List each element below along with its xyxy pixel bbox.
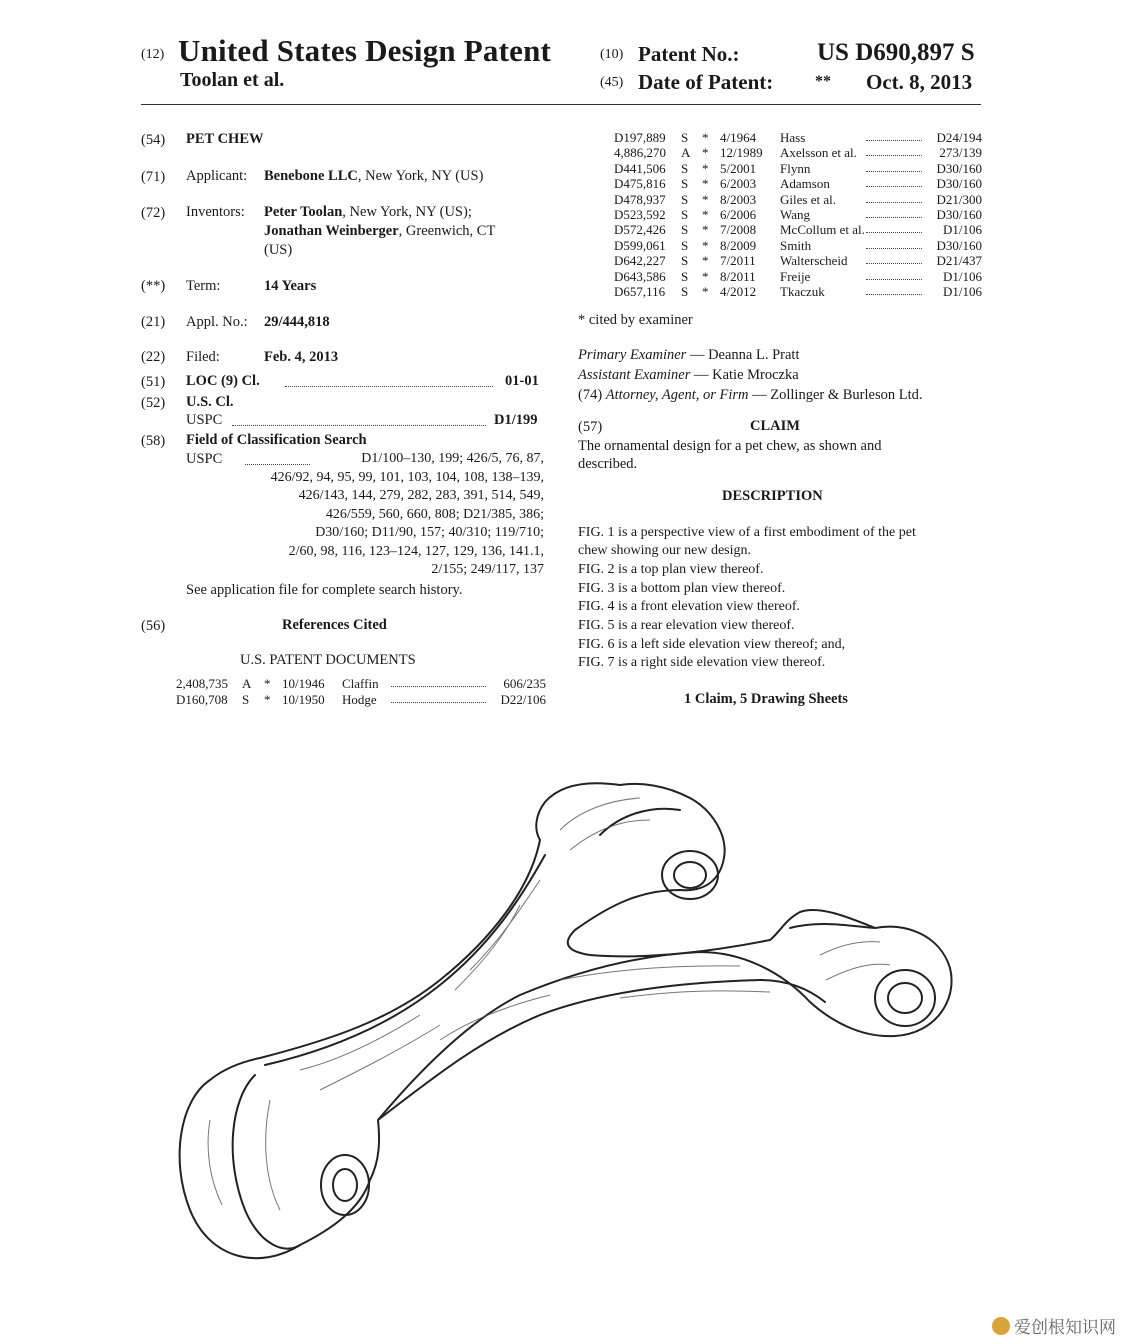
attorney-label: Attorney, Agent, or Firm (605, 387, 749, 403)
ref-class: D22/106 (500, 692, 546, 707)
ref-kind: S (681, 222, 689, 238)
ref-number: D475,816 (614, 176, 666, 192)
code-51: (51) (141, 374, 166, 390)
filed-label: Filed: (186, 349, 220, 365)
us-cl-label: U.S. Cl. (186, 394, 234, 410)
ref-number: D441,506 (614, 160, 666, 176)
ref-name: Freije (780, 268, 811, 284)
watermark-text: 爱创根知识网 (1014, 1318, 1116, 1338)
claim-heading: CLAIM (750, 418, 800, 434)
ref-star: * (702, 145, 709, 161)
ref-date: 8/2003 (720, 191, 757, 207)
ref-class: D1/106 (943, 284, 982, 299)
ref-star: * (702, 207, 709, 222)
code-58: (58) (141, 433, 166, 449)
ref-number: D478,937 (614, 191, 666, 207)
code-term: (**) (141, 278, 166, 294)
loc-value: 01-01 (505, 373, 539, 389)
code-21: (21) (141, 314, 166, 330)
uspc-label: USPC (186, 412, 223, 428)
code-52: (52) (141, 395, 166, 411)
pet-chew-drawing (0, 740, 1138, 1320)
ref-name: Walterscheid (780, 253, 848, 269)
term-label: Term: (186, 278, 221, 294)
field-line: 426/92, 94, 95, 99, 101, 103, 104, 108, 138–139, (270, 470, 544, 485)
ref-class: D30/160 (936, 160, 982, 176)
fig-description: FIG. 2 is a top plan view thereof. (578, 562, 764, 577)
ref-name: Hass (780, 130, 806, 145)
chew-seam (790, 924, 875, 928)
fig-description: FIG. 1 is a perspective view of a first embodiment of the pet (578, 525, 916, 540)
ref-date: 10/1950 (282, 692, 325, 707)
ref-number: D657,116 (614, 284, 666, 299)
ref-class: D30/160 (936, 237, 982, 253)
ref-kind: S (242, 692, 250, 707)
field-uspc-label: USPC (186, 451, 223, 467)
ref-star: * (702, 191, 709, 207)
ref-kind: S (681, 237, 689, 253)
fig-description: FIG. 6 is a left side elevation view thereof; and, (578, 637, 846, 652)
ref-name: Adamson (780, 176, 830, 192)
ref-number: D643,586 (614, 268, 666, 284)
ref-date: 4/1964 (720, 130, 757, 145)
ref-class: D21/437 (936, 253, 982, 269)
ref-name: Flynn (780, 160, 811, 176)
ref-name: Hodge (342, 692, 377, 707)
ref-date: 6/2003 (720, 176, 757, 192)
ref-kind: S (681, 176, 689, 192)
fig-description: chew showing our new design. (578, 543, 752, 558)
field-line: 2/60, 98, 116, 123–124, 127, 129, 136, 141.1, (288, 544, 544, 559)
field-line: 2/155; 249/117, 137 (431, 562, 544, 577)
knob-end (321, 1155, 369, 1215)
field-line: 426/143, 144, 279, 282, 283, 391, 514, 549, (298, 488, 544, 503)
ref-star: * (264, 692, 271, 707)
ref-name: Claffin (342, 676, 379, 691)
ref-star: * (702, 176, 709, 192)
code-54: (54) (141, 132, 166, 148)
chew-body-outline (180, 783, 952, 1258)
ref-kind: S (681, 268, 689, 284)
inventor-2-location-cont: (US) (264, 242, 293, 258)
ref-kind: S (681, 130, 689, 145)
ref-star: * (702, 130, 709, 145)
ref-date: 4/2012 (720, 284, 757, 299)
cited-by-examiner: * cited by examiner (578, 312, 693, 328)
assistant-examiner-label: Assistant Examiner (578, 367, 691, 383)
reference-row (176, 692, 546, 708)
ref-kind: A (242, 676, 252, 691)
ref-star: * (702, 222, 709, 238)
chew-seam (600, 809, 680, 835)
ref-class: D24/194 (936, 130, 982, 145)
code-56: (56) (141, 618, 166, 634)
date-stars: ** (815, 73, 831, 90)
fig-description: FIG. 7 is a right side elevation view thereof. (578, 655, 826, 670)
ref-star: * (702, 284, 709, 299)
code-10: (10) (600, 47, 624, 62)
appl-no-value: 29/444,818 (264, 314, 330, 330)
inventor-1-name: Peter Toolan (264, 204, 343, 220)
uspc-value: D1/199 (494, 412, 538, 428)
ref-kind: S (681, 284, 689, 299)
site-watermark (992, 1313, 1116, 1338)
ref-class: D30/160 (936, 207, 982, 222)
ref-kind: A (681, 145, 691, 161)
ref-class: 273/139 (939, 145, 982, 161)
ref-date: 8/2011 (720, 268, 756, 284)
watermark-logo-icon (992, 1317, 1010, 1335)
ref-class: 606/235 (503, 676, 546, 691)
knob-end (333, 1169, 357, 1201)
ref-number: D160,708 (176, 692, 228, 707)
ref-name: McCollum et al. (780, 222, 865, 238)
term-value: 14 Years (264, 278, 317, 294)
date-label: Date of Patent: (638, 70, 774, 94)
inventor-1-location: , New York, NY (US); (342, 204, 472, 220)
appl-no-label: Appl. No.: (186, 314, 248, 330)
references-cited-heading: References Cited (282, 617, 387, 633)
inventor-short: Toolan et al. (180, 69, 285, 91)
inventor-2-location: , Greenwich, CT (398, 223, 496, 239)
knob-end (888, 983, 922, 1013)
ref-number: D642,227 (614, 253, 666, 269)
ref-date: 6/2006 (720, 207, 757, 222)
ref-kind: S (681, 253, 689, 269)
ref-date: 5/2001 (720, 160, 757, 176)
ref-star: * (264, 676, 271, 691)
primary-examiner-label: Primary Examiner (578, 347, 687, 363)
ref-class: D21/300 (936, 191, 982, 207)
filed-value: Feb. 4, 2013 (264, 349, 339, 365)
ref-kind: S (681, 191, 689, 207)
ref-star: * (702, 160, 709, 176)
ref-star: * (702, 237, 709, 253)
ref-kind: S (681, 160, 689, 176)
inventor-2-name: Jonathan Weinberger (264, 223, 399, 239)
ref-class: D30/160 (936, 176, 982, 192)
claim-text-line-2: described. (578, 456, 638, 472)
code-72: (72) (141, 205, 166, 221)
ref-name: Smith (780, 237, 812, 253)
field-line: D30/160; D11/90, 157; 40/310; 119/710; (315, 525, 544, 540)
code-45: (45) (600, 75, 624, 90)
ref-star: * (702, 268, 709, 284)
fig-description: FIG. 4 is a front elevation view thereof. (578, 599, 800, 614)
ref-date: 12/1989 (720, 145, 763, 161)
patent-no-label: Patent No.: (638, 42, 740, 66)
description-heading: DESCRIPTION (722, 488, 823, 504)
us-patent-docs-heading: U.S. PATENT DOCUMENTS (240, 652, 416, 668)
applicant-location: , New York, NY (US) (357, 168, 484, 184)
patent-date: Oct. 8, 2013 (866, 70, 973, 94)
figure-descriptions (578, 0, 982, 700)
code-22: (22) (141, 349, 166, 365)
primary-examiner-name: — Deanna L. Pratt (686, 347, 800, 363)
ref-number: D197,889 (614, 130, 666, 145)
ref-kind: S (681, 207, 689, 222)
code-12: (12) (141, 47, 165, 62)
knob-end (662, 851, 718, 899)
ref-number: 2,408,735 (176, 676, 228, 691)
ref-star: * (702, 253, 709, 269)
ref-name: Giles et al. (780, 191, 836, 207)
fig-description: FIG. 3 is a bottom plan view thereof. (578, 581, 786, 596)
code-71: (71) (141, 169, 166, 185)
ref-leader (391, 686, 486, 687)
document-type-title: United States Design Patent (178, 33, 552, 68)
assistant-examiner-name: — Katie Mroczka (690, 367, 799, 383)
ref-number: D599,061 (614, 237, 666, 253)
field-line: 426/559, 560, 660, 808; D21/385, 386; (325, 507, 544, 522)
ref-name: Axelsson et al. (780, 145, 857, 161)
ref-name: Wang (780, 207, 810, 222)
invention-title: PET CHEW (186, 131, 264, 147)
field-search-label: Field of Classification Search (186, 432, 367, 448)
claim-text-line-1: The ornamental design for a pet chew, as shown and (578, 438, 882, 454)
ref-class: D1/106 (943, 268, 982, 284)
loc-label: LOC (9) Cl. (186, 373, 260, 389)
inventors-label: Inventors: (186, 204, 245, 220)
claims-sheets-count: 1 Claim, 5 Drawing Sheets (684, 691, 848, 707)
see-application-note: See application file for complete search history. (186, 582, 463, 598)
fig-description: FIG. 5 is a rear elevation view thereof. (578, 618, 795, 633)
ref-name: Tkaczuk (780, 284, 825, 299)
knob-end (875, 970, 935, 1026)
knob-end (674, 862, 706, 888)
ref-number: D523,592 (614, 207, 666, 222)
ref-leader (391, 702, 486, 703)
patent-number: US D690,897 S (817, 39, 975, 66)
code-74: (74) (578, 387, 603, 403)
ref-date: 10/1946 (282, 676, 325, 691)
field-classification-list (186, 0, 544, 600)
field-line: D1/100–130, 199; 426/5, 76, 87, (361, 451, 544, 466)
ref-number: D572,426 (614, 222, 666, 238)
ref-number: 4,886,270 (614, 145, 666, 161)
ref-date: 8/2009 (720, 237, 757, 253)
reference-row (176, 676, 546, 692)
code-57: (57) (578, 419, 603, 435)
ref-date: 7/2011 (720, 253, 756, 269)
applicant-name: Benebone LLC (264, 168, 358, 184)
applicant-label: Applicant: (186, 168, 248, 184)
attorney-name: — Zollinger & Burleson Ltd. (748, 387, 923, 403)
ref-class: D1/106 (943, 222, 982, 238)
ref-date: 7/2008 (720, 222, 757, 238)
